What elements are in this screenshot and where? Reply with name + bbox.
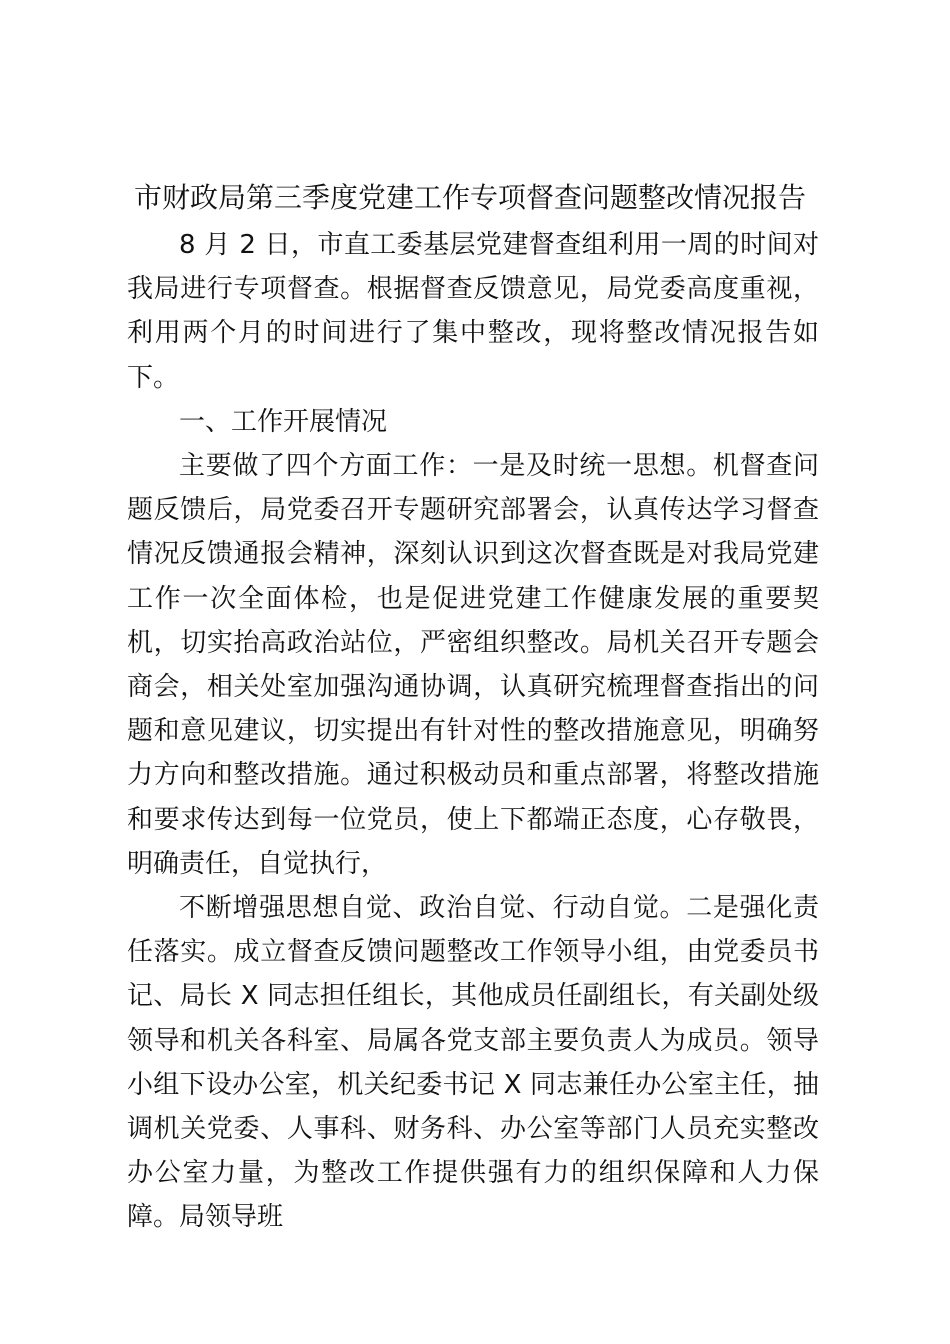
- paragraph-responsibility: 不断增强思想自觉、政治自觉、行动自觉。二是强化责任落实。成立督查反馈问题整改工作领导小组，由党委员书记、局长 X 同志担任组长，其他成员任副组长，有关副处级领导和机关各科室、局属各党支部主要负责人为成员。领导小组下设办公室，机关纪委书记 X 同志兼任办公室主任，抽调机关党委、人事科、财务科、办公室等部门人员充实整改办公室力量，为整改工作提供强有力的组织保障和人力保障。局领导班: [127, 893, 819, 1233]
- paragraph-intro: 8 月 2 日，市直工委基层党建督查组利用一周的时间对我局进行专项督查。根据督查反馈意见，局党委高度重视，利用两个月的时间进行了集中整改，现将整改情况报告如下。: [127, 230, 819, 393]
- document-title: 市财政局第三季度党建工作专项督查问题整改情况报告: [134, 181, 807, 214]
- document-body: [127, 223, 819, 1240]
- paragraph-four-aspects: 主要做了四个方面工作：一是及时统一思想。机督查问题反馈后，局党委召开专题研究部署会，认真传达学习督查情况反馈通报会精神，深刻认识到这次督查既是对我局党建工作一次全面体检，也是促进党建工作健康发展的重要契机，切实抬高政治站位，严密组织整改。局机关召开专题会商会，相关处室加强沟通协调，认真研究梳理督查指出的问题和意见建议，切实提出有针对性的整改措施意见，明确努力方向和整改措施。通过积极动员和重点部署，将整改措施和要求传达到每一位党员，使上下都端正态度，心存敬畏，明确责任，自觉执行，: [127, 451, 819, 879]
- section-heading-work-status: 一、工作开展情况: [179, 406, 388, 437]
